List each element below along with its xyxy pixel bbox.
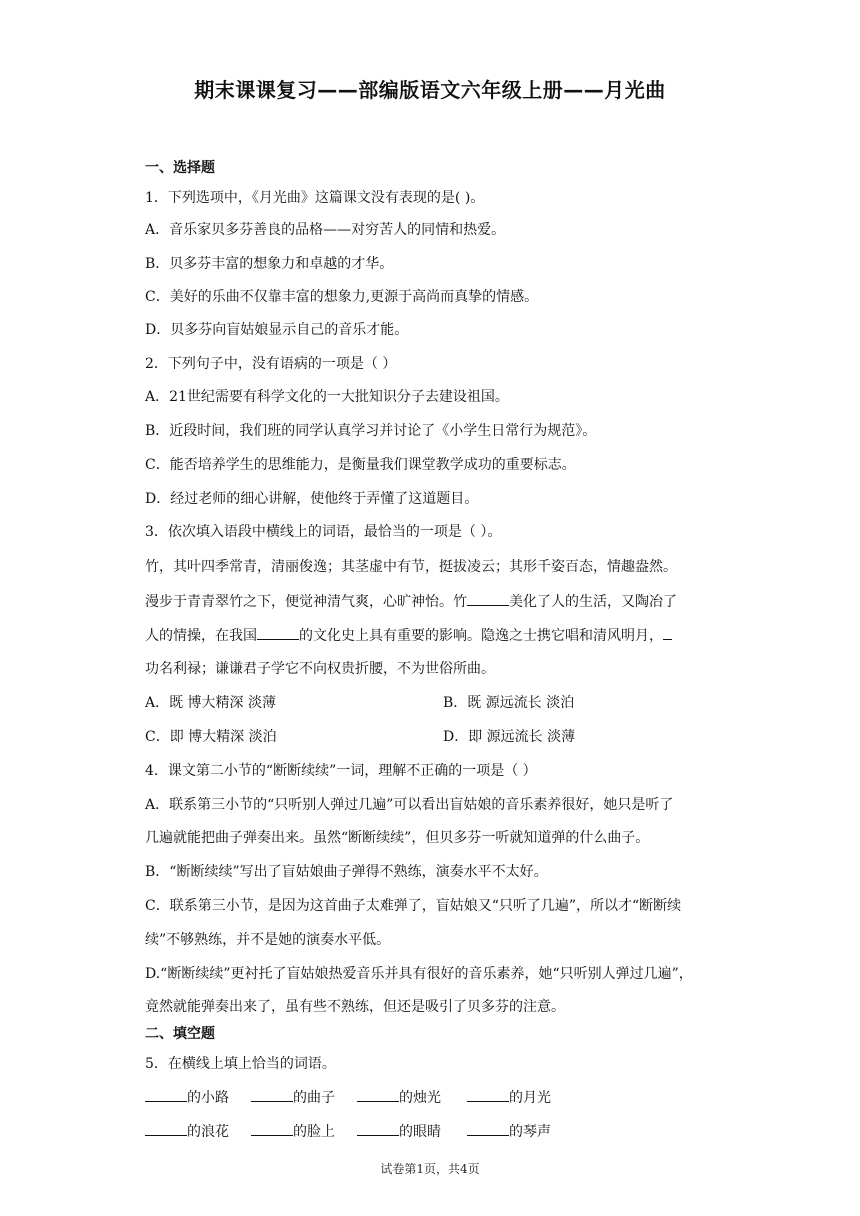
question-3-passage-line-3 <box>145 625 725 646</box>
fill-item-text: 的曲子 <box>293 1090 335 1106</box>
fill-item-text: 的小路 <box>187 1090 229 1106</box>
question-4-option-c-cont[interactable]: 续”不够熟练，并不是她的演奏水平低。 <box>145 932 391 948</box>
fill-item <box>145 1087 229 1108</box>
fill-blank[interactable] <box>145 1121 187 1136</box>
fill-blank[interactable] <box>357 1087 399 1102</box>
fill-blank[interactable] <box>467 1121 509 1136</box>
fill-item-text: 的脸上 <box>293 1124 335 1140</box>
question-1-stem: 1．下列选项中，《月光曲》这篇课文没有表现的是( )。 <box>145 190 485 206</box>
question-4-option-d-cont[interactable]: 竟然就能弹奏出来了，虽有些不熟练，但还是吸引了贝多芬的注意。 <box>145 999 565 1015</box>
question-4-option-a-cont[interactable]: 几遍就能把曲子弹奏出来。虽然“断断续续”，但贝多芬一听就知道弹的什么曲子。 <box>145 830 650 846</box>
fill-blank[interactable] <box>663 625 672 640</box>
fill-item <box>467 1121 551 1142</box>
question-2-option-a[interactable]: A．21世纪需要有科学文化的一大批知识分子去建设祖国。 <box>145 389 509 405</box>
fill-blank[interactable] <box>145 1087 187 1102</box>
question-3-passage-line-4: 功名利禄；谦谦君子学它不向权贵折腰，不为世俗所曲。 <box>145 661 495 677</box>
fill-item <box>251 1121 335 1142</box>
question-3-passage-line-2 <box>145 591 725 612</box>
page-footer: 试卷第1页，共4页 <box>380 1162 480 1176</box>
question-3-option-c[interactable]: C．即 博大精深 淡泊 <box>145 729 277 745</box>
question-2-option-d[interactable]: D．经过老师的细心讲解，使他终于弄懂了这道题目。 <box>145 491 479 507</box>
question-4-option-d[interactable]: D.“断断续续”更衬托了盲姑娘热爱音乐并具有很好的音乐素养，她“只听别人弹过几遍”， <box>145 966 693 982</box>
fill-blank[interactable] <box>251 1121 293 1136</box>
question-3-passage-line-1: 竹，其叶四季常青，清丽俊逸；其茎虚中有节，挺拔凌云；其形千姿百态，情趣盎然。 <box>145 559 677 575</box>
fill-item-text: 的琴声 <box>509 1124 551 1140</box>
page-title: 期末课课复习——部编版语文六年级上册——月光曲 <box>194 78 666 102</box>
question-3-option-b[interactable]: B．既 源远流长 淡泊 <box>443 695 575 711</box>
section-heading-fill: 二、填空题 <box>145 1026 215 1042</box>
fill-item-text: 的眼睛 <box>399 1124 441 1140</box>
fill-blank[interactable] <box>467 591 509 606</box>
question-4-option-b[interactable]: B．“断断续续”写出了盲姑娘曲子弹得不熟练，演奏水平不太好。 <box>145 864 548 880</box>
fill-item-text: 的浪花 <box>187 1124 229 1140</box>
question-3-stem: 3．依次填入语段中横线上的词语，最恰当的一项是（ ）。 <box>145 524 502 540</box>
question-4-option-c[interactable]: C．联系第三小节，是因为这首曲子太难弹了，盲姑娘又“只听了几遍”，所以才“断断续 <box>145 898 682 914</box>
question-1-option-c[interactable]: C．美好的乐曲不仅靠丰富的想象力,更源于高尚而真挚的情感。 <box>145 289 539 305</box>
passage-text: 的文化史上具有重要的影响。隐逸之士携它唱和清风明月， <box>299 628 663 644</box>
fill-blank[interactable] <box>251 1087 293 1102</box>
question-4-option-a[interactable]: A．联系第三小节的“只听别人弹过几遍”可以看出盲姑娘的音乐素养很好，她只是听了 <box>145 797 674 813</box>
question-3-option-a[interactable]: A．既 博大精深 淡薄 <box>145 695 277 711</box>
fill-item <box>251 1087 335 1108</box>
question-2-option-c[interactable]: C．能否培养学生的思维能力，是衡量我们课堂教学成功的重要标志。 <box>145 457 576 473</box>
fill-blank[interactable] <box>257 625 299 640</box>
fill-item <box>357 1087 441 1108</box>
question-1-option-d[interactable]: D．贝多芬向盲姑娘显示自己的音乐才能。 <box>145 322 409 338</box>
question-1-option-a[interactable]: A．音乐家贝多芬善良的品格——对穷苦人的同情和热爱。 <box>145 222 506 238</box>
fill-item-text: 的烛光 <box>399 1090 441 1106</box>
fill-item-text: 的月光 <box>509 1090 551 1106</box>
question-5-stem: 5．在横线上填上恰当的词语。 <box>145 1056 336 1072</box>
question-3-option-d[interactable]: D．即 源远流长 淡薄 <box>443 729 576 745</box>
fill-item <box>357 1121 441 1142</box>
passage-text: 美化了人的生活，又陶冶了 <box>509 594 677 610</box>
fill-item <box>145 1121 229 1142</box>
question-2-option-b[interactable]: B．近段时间，我们班的同学认真学习并讨论了《小学生日常行为规范》。 <box>145 423 597 439</box>
fill-blank[interactable] <box>467 1087 509 1102</box>
question-4-stem: 4．课文第二小节的“断断续续”一词，理解不正确的一项是（ ） <box>145 763 537 779</box>
section-heading-choice: 一、选择题 <box>145 160 215 176</box>
fill-item <box>467 1087 551 1108</box>
fill-blank[interactable] <box>357 1121 399 1136</box>
passage-text: 人的情操，在我国 <box>145 628 257 644</box>
question-2-stem: 2．下列句子中，没有语病的一项是（ ） <box>145 356 397 372</box>
passage-text: 漫步于青青翠竹之下，便觉神清气爽，心旷神怡。竹 <box>145 594 467 610</box>
question-1-option-b[interactable]: B．贝多芬丰富的想象力和卓越的才华。 <box>145 256 394 272</box>
